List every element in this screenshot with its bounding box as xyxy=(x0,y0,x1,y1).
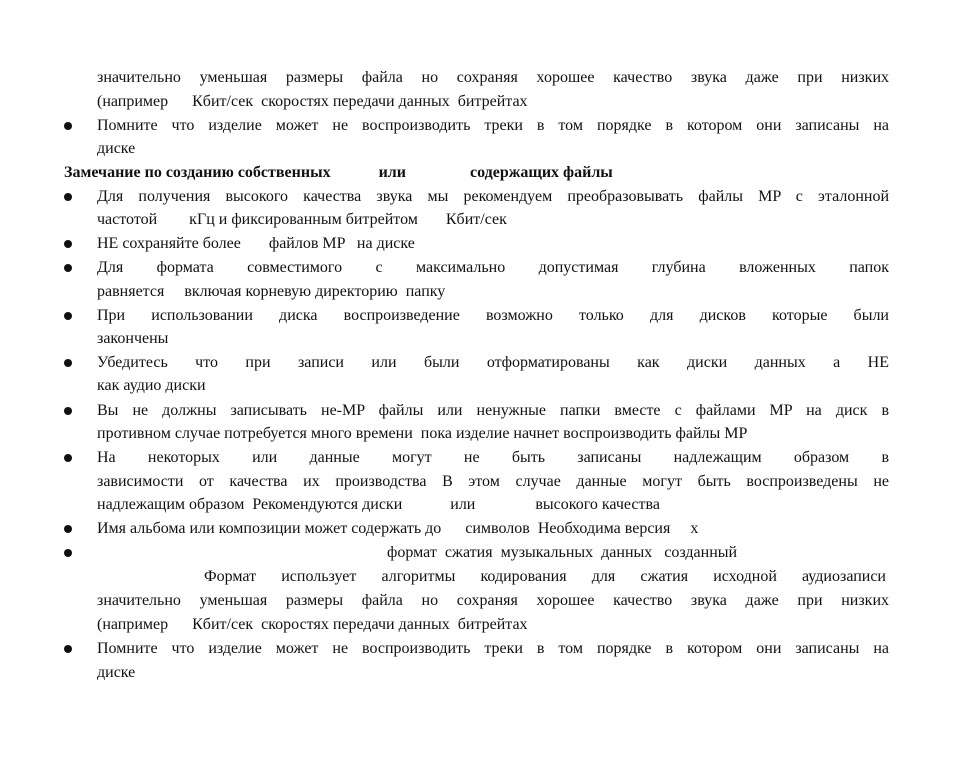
bullet-icon xyxy=(64,407,72,415)
bullet-icon xyxy=(64,645,72,653)
list-item: Для получения высокого качества звука мы рекомендуем преобразовывать файлы MP с эталонной xyxy=(97,188,889,205)
bullet-icon xyxy=(64,264,72,272)
list-item-continuation: диске xyxy=(97,664,136,681)
list-item-continuation: диске xyxy=(97,140,136,157)
list-item: Для формата совместимого с максимально допустимая глубина вложенных папок xyxy=(97,259,889,276)
list-item-continuation: (например Кбит/сек скоростях передачи данных битрейтах xyxy=(97,616,528,633)
list-item-continuation: надлежащим образом Рекомендуются диски или высокого качества xyxy=(97,496,660,513)
bullet-icon xyxy=(64,240,72,248)
section-heading: Замечание по созданию собственных или содержащих файлы xyxy=(64,164,613,181)
list-item: Помните что изделие может не воспроизводить треки в том порядке в котором они записаны на xyxy=(97,640,889,657)
list-item: При использовании диска воспроизведение возможно только для дисков которые были xyxy=(97,307,889,324)
list-item-continuation: закончены xyxy=(97,330,169,347)
list-item: формат сжатия музыкальных данных созданный xyxy=(387,544,738,561)
list-item-continuation: частотой кГц и фиксированным битрейтом Кбит/сек xyxy=(97,211,507,228)
list-item-continuation: равняется включая корневую директорию папку xyxy=(97,283,446,300)
list-item: Убедитесь что при записи или были отформатированы как диски данных а НЕ xyxy=(97,354,889,371)
bullet-icon xyxy=(64,549,72,557)
list-item-continuation: Формат использует алгоритмы кодирования для сжатия исходной аудиозаписи xyxy=(204,568,886,585)
bullet-icon xyxy=(64,525,72,533)
list-item-continuation: как аудио диски xyxy=(97,377,206,394)
list-item: Вы не должны записывать не-MP файлы или ненужные папки вместе с файлами MP на диск в xyxy=(97,402,889,419)
list-item-continuation: зависимости от качества их производства В этом случае данные могут быть воспроизведены не xyxy=(97,473,889,490)
list-item: Имя альбома или композиции может содержать до символов Необходима версия x xyxy=(97,520,699,537)
list-item: Помните что изделие может не воспроизводить треки в том порядке в котором они записаны на xyxy=(97,117,889,134)
bullet-icon xyxy=(64,122,72,130)
paragraph-line: (например Кбит/сек скоростях передачи данных битрейтах xyxy=(97,93,528,110)
list-item: На некоторых или данные могут не быть записаны надлежащим образом в xyxy=(97,449,889,466)
list-item: НЕ сохраняйте более файлов MP на диске xyxy=(97,235,415,252)
bullet-icon xyxy=(64,312,72,320)
bullet-icon xyxy=(64,193,72,201)
bullet-icon xyxy=(64,359,72,367)
list-item-continuation: противном случае потребуется много времени пока изделие начнет воспроизводить файлы MP xyxy=(97,425,748,442)
bullet-icon xyxy=(64,454,72,462)
list-item-continuation: значительно уменьшая размеры файла но сохраняя хорошее качество звука даже при низких xyxy=(97,592,889,609)
paragraph-line: значительно уменьшая размеры файла но сохраняя хорошее качество звука даже при низких xyxy=(97,69,889,86)
